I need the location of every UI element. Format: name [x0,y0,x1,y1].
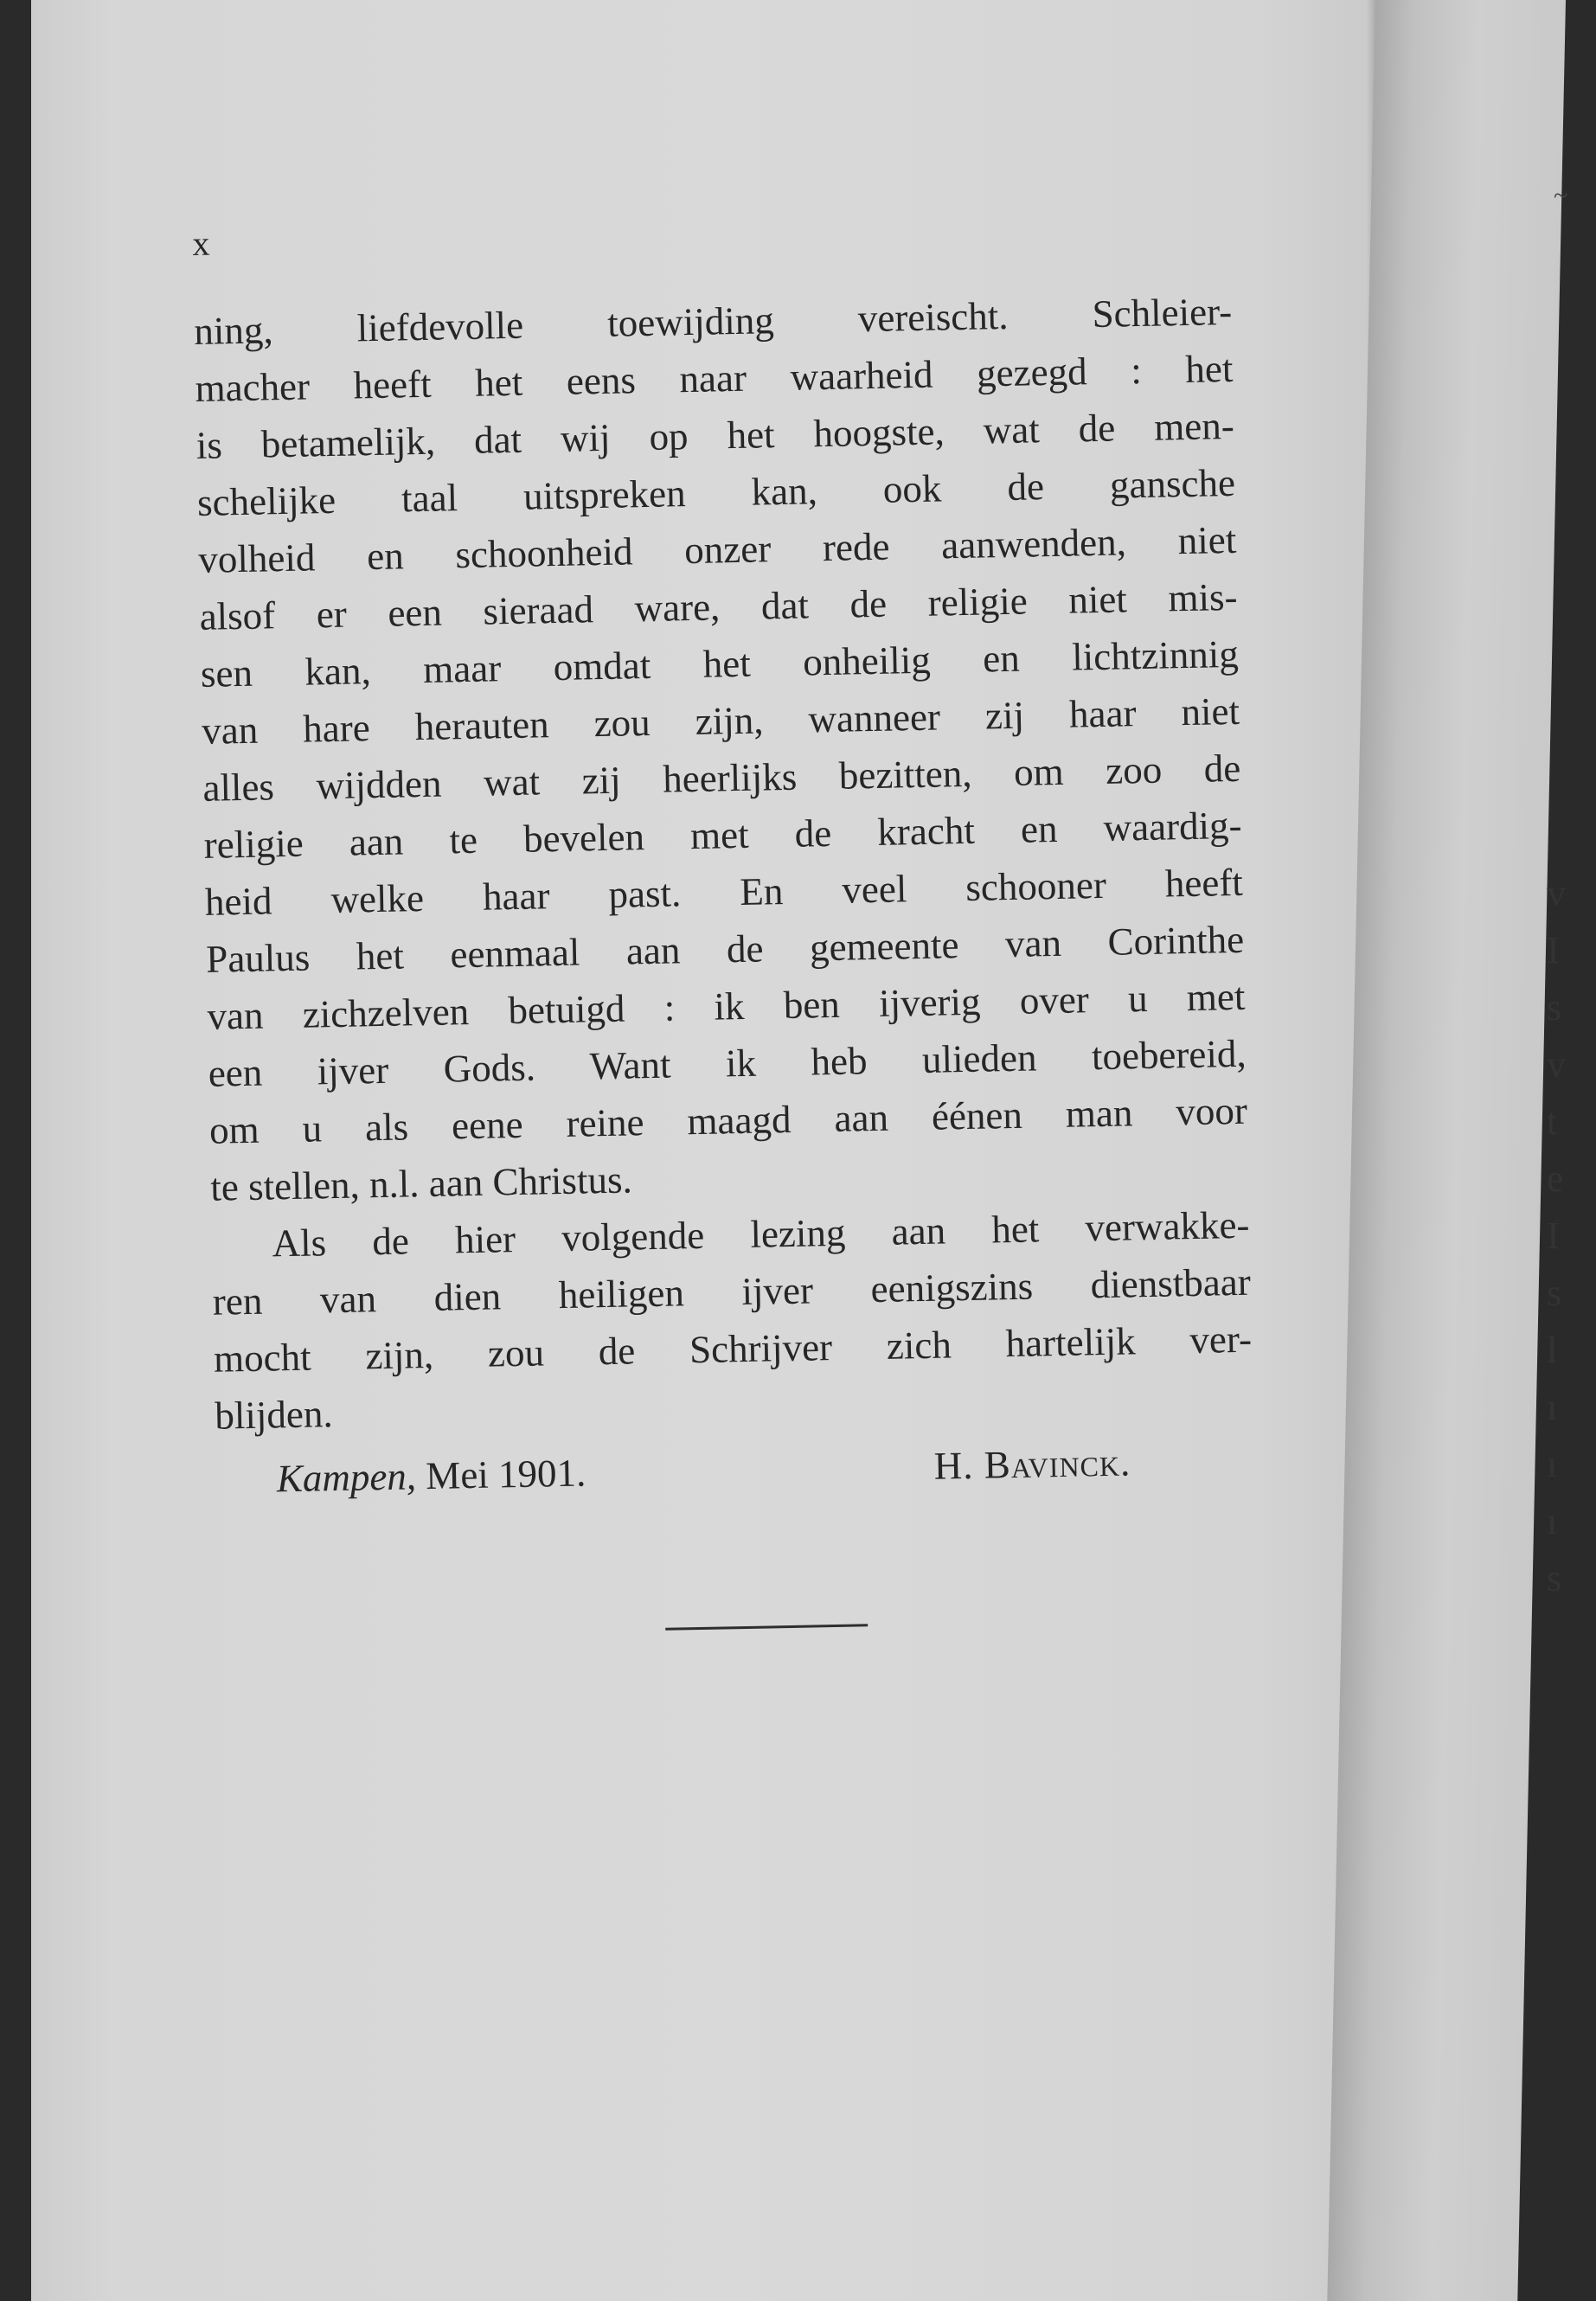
body-text [194,283,1253,1445]
text-fragment: ı [1547,1386,1558,1428]
text-fragment: l [1547,1329,1558,1371]
text-fragment: ı [1547,1443,1558,1485]
corner-mark: ~ [1554,182,1568,210]
text-fragment: ı [1547,1500,1558,1542]
text-line: macher heeft het eens naar waarheid gezegd : het [195,346,1234,410]
text-line: alles wijdden wat zij heerlijks bezitten, om zoo de [202,746,1241,810]
text-fragment: s [1547,986,1562,1029]
text-line: om u als eene reine maagd aan éénen man voor [208,1088,1248,1152]
text-line: is betamelijk, dat wij op het hoogste, wat de men- [195,403,1235,467]
text-fragment: s [1547,1557,1562,1599]
text-line: alsof er een sieraad ware, dat de religie niet mis- [199,574,1238,638]
text-line: sen kan, maar omdat het onheilig en lichtzinnig [200,631,1240,695]
place-date [276,1445,586,1508]
text-line: mocht zijn, zou de Schrijver zich hartelijk ver- [213,1317,1253,1381]
text-fragment: v [1547,872,1566,914]
author-name: H. Bavinck. [933,1440,1131,1488]
text-line: van zichzelven betuigd : ik ben ijverig over u met [207,974,1246,1038]
next-page-text-fragments [1547,865,1581,1607]
text-line: heid welke haar past. En veel schooner heeft [204,860,1244,924]
place-name: Kampen, [276,1454,417,1501]
page-number: x [191,223,210,263]
text-line: ning, liefdevolle toewijding vereischt. Schleier- [193,289,1233,353]
date-text: Mei 1901. [425,1451,586,1498]
text-line: religie aan te bevelen met de kracht en waardig- [203,803,1242,867]
text-line: Paulus het eenmaal aan de gemeente van Corinthe [205,917,1245,981]
text-fragment: I [1547,1215,1560,1257]
text-line: blijden. [214,1392,334,1438]
text-line: volheid en schoonheid onzer rede aanwenden, niet [197,517,1237,581]
text-fragment: t [1547,1100,1558,1143]
text-line: ren van dien heiligen ijver eenigszins dienstbaar [212,1259,1252,1324]
text-line: van hare herauten zou zijn, wanneer zij haar niet [201,689,1240,753]
text-fragment: I [1547,929,1560,971]
text-line: Als de hier volgende lezing aan het verwakke- [272,1202,1250,1266]
text-line: een ijver Gods. Want ik heb ulieden toebereid, [208,1031,1247,1095]
text-line: te stellen, n.l. aan Christus. [209,1157,633,1209]
text-fragment: e [1547,1157,1564,1200]
text-fragment: s [1547,1272,1562,1314]
text-fragment: v [1547,1043,1566,1086]
text-line: schelijke taal uitspreken kan, ook de gansche [196,460,1236,524]
